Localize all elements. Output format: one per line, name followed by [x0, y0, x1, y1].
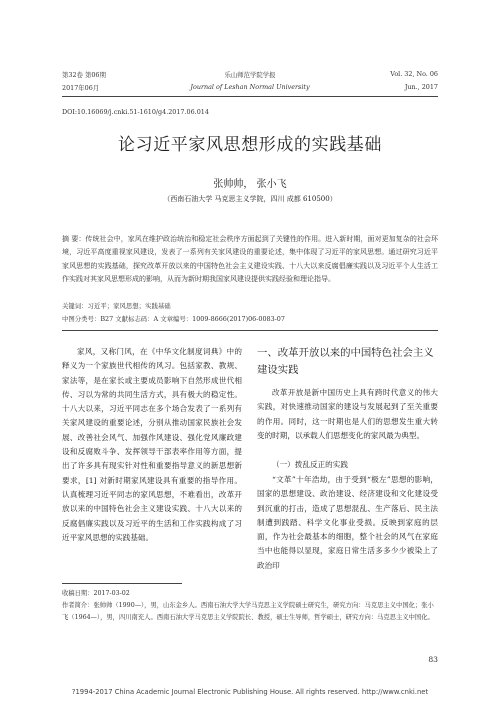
- page-number: 83: [428, 655, 438, 664]
- intro-paragraph: 家风，又称门风，在《中华文化制度词典》中的释义为一个家族世代相传的风习。包括家教、教规、家法等，是在家长或主要成员影响下自然形成世代相传、习以为常的共同生活方式，具有极大的稳定性。十八大以来，习近平同志在多个场合发表了一系列有关家风建设的重要论述，分别从推动国家民族社会发展、改善社会风气、加强作风建设、强化党风廉政建设和反腐败斗争、发挥领导干部表率作用等方面，提出了许多具有现实针对性和重要指导意义的新思想新要求，[1] 对新时期家风建设具有重要的指导作用。认真梳理习近平同志的家风思想，不难看出，改革开放以来的中国特色社会主义建设实践、十八大以来的反腐倡廉实践以及习近平的生活和工作实践构成了习近平家风思想的实践基础。: [62, 347, 242, 542]
- abstract-rule: [62, 330, 438, 331]
- header-date-cn: 2017年06月: [62, 84, 100, 92]
- header-date-en: Jun., 2017: [404, 83, 438, 91]
- header-volume-cn: 第32卷 第06期: [62, 71, 106, 79]
- header-journal-cn: 乐山师范学院学报: [224, 71, 276, 79]
- doi: DOI:10.16069/j.cnki.51-1610/g4.2017.06.014: [62, 108, 209, 116]
- subsection-paragraph: “文革”十年浩劫，由于受到“极左”思想的影响，国家的思想建设、政治建设、经济建设和文化建设受到沉重的打击，造成了思想混乱、生产落后、民主法制遭到践踏、科学文化事业受损。反映到家庭的层面，作为社会最基本的细胞，整个社会的风气在家庭当中也能得以显现，家庭日常生活多多少少被染上了政治印: [257, 475, 438, 570]
- subsection-heading: （一）拨乱反正的实践: [272, 460, 348, 469]
- section-intro-paragraph: 改革开放是新中国历史上具有跨时代意义的伟大实践，对快速推动国家的建设与发展起到了至关重要的作用。同时，这一时期也是人们的思想发生重大转变的时期，以承载人们思想变化的家风最为典型。: [257, 388, 438, 440]
- footnote-author-bio: 作者简介：张帅帅（1990—），男，山东金乡人。西南石油大学大学马克思主义学院硕士研究生，研究方向：马克思主义中国化；张小飞（1964—），男，四川南充人。西南石油大学马克思主义学院院长、教授，硕士生导师，哲学硕士，研究方向：马克思主义中国化。: [62, 602, 434, 622]
- section-heading: 一、改革开放以来的中国特色社会主义建设实践: [257, 347, 434, 376]
- footnote-rule: [62, 583, 182, 584]
- header-journal-en: Journal of Leshan Normal University: [190, 83, 310, 91]
- header-rule: [62, 96, 438, 97]
- authors: 张帅帅， 张小飞: [213, 179, 287, 190]
- copyright-footer: ?1994-2017 China Academic Journal Electronic Publishing House. All rights reserved. http://www.cnki.net: [71, 688, 429, 696]
- affiliation: （西南石油大学 马克思主义学院，四川 成都 610500）: [163, 195, 337, 203]
- classification: 中图分类号：B27 文献标志码：A 文章编号：1009-8666(2017)06-0083-07: [62, 315, 285, 323]
- article-title: 论习近平家风思想形成的实践基础: [118, 135, 382, 155]
- abstract: 摘 要：传统社会中，家风在维护政治统治和稳定社会秩序方面起到了关键性的作用。进入新时期，面对更加复杂的社会环境，习近平高度重视家风建设，发表了一系列有关家风建设的重要论述，集中体现了习近平的家风思想。通过研究习近平家风思想的实践基础，探究改革开放以来的中国特色社会主义建设实践、十八大以来反腐倡廉实践以及习近平个人生活工作实践对其家风思想形成的影响，从而为新时期我国家风建设提供实践经验和理论指导。: [62, 235, 438, 284]
- header-volume-en: Vol. 32, No. 06: [390, 70, 438, 78]
- keywords: 关键词：习近平；家风思想；实践基础: [62, 302, 171, 310]
- footnote-received: 收稿日期：2017-03-02: [62, 590, 130, 597]
